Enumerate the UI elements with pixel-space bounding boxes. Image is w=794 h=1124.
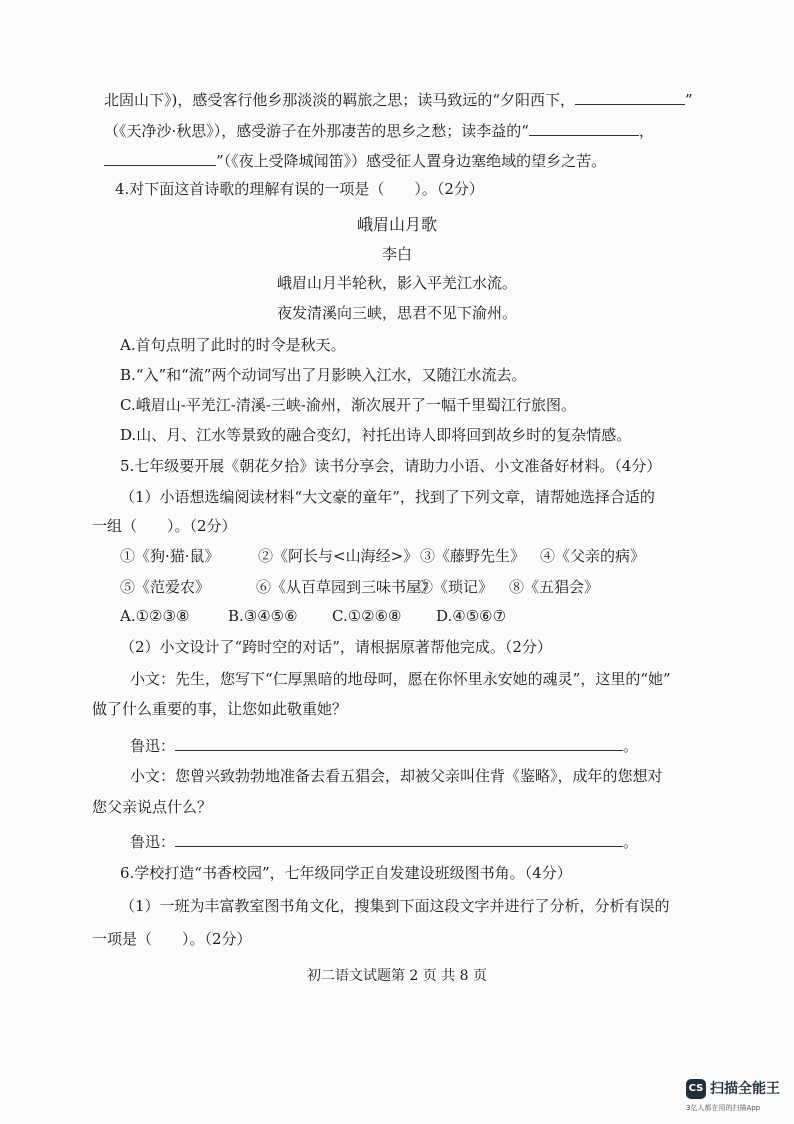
q4-option-d: D.山、月、江水等景致的融合变幻，衬托出诗人即将回到故乡时的复杂情感。	[120, 426, 632, 444]
q6-sub1-line2: 一项是（ ）。（2分）	[92, 930, 252, 948]
dialog-2-line-1: 小文：您曾兴致勃勃地准备去看五猖会，却被父亲叫住背《鉴略》，成年的您想对	[130, 767, 663, 785]
q5-sub2-stem: （2）小文设计了“跨时空的对话”，请根据原著帮他完成。（2分）	[120, 638, 552, 656]
scanner-logo-icon: CS	[686, 1079, 706, 1099]
answer-line-2	[130, 830, 638, 853]
q4-option-c: C.峨眉山-平羌江-清溪-三峡-渝州，渐次展开了一幅千里蜀江行旅图。	[120, 396, 576, 414]
work-item-8: ⑧《五猖会》	[509, 578, 600, 596]
q5-stem: 5.七年级要开展《朝花夕拾》读书分享会，请助力小语、小文准备好材料。（4分）	[120, 457, 662, 475]
q4-option-b: B.“入”和“流”两个动词写出了月影映入江水，又随江水流去。	[120, 366, 527, 384]
scanner-tagline: 3亿人都在用的扫描App	[686, 1104, 761, 1112]
dialog-2-line-2: 您父亲说点什么？	[92, 798, 213, 816]
page-footer: 初二语文试题第 2 页 共 8 页	[306, 968, 488, 984]
work-item-2: ②《阿长与<山海经>》	[258, 547, 419, 565]
answer-label: 鲁迅：	[130, 737, 176, 755]
answer-blank[interactable]	[175, 734, 623, 751]
q3-line3-text: ”（《夜上受降城闻笛》）感受征人置身边塞绝域的望乡之苦。	[216, 152, 607, 170]
answer-end: 。	[623, 833, 639, 851]
q3-line-2	[104, 119, 654, 142]
q3-line1-end: ”	[685, 91, 693, 109]
answer-blank[interactable]	[575, 88, 685, 105]
q3-line1-text: 北固山下》)，感受客行他乡那淡淡的羁旅之思；读马致远的“夕阳西下，	[104, 91, 576, 109]
answer-blank[interactable]	[175, 830, 623, 847]
q3-line-1	[104, 88, 693, 111]
work-item-7: ⑦《琐记》	[418, 578, 494, 596]
work-item-5: ⑤《范爱农》	[120, 578, 211, 596]
q6-stem: 6.学校打造“书香校园”，七年级同学正自发建设班级图书角。（4分）	[120, 864, 572, 882]
answer-blank[interactable]	[529, 119, 639, 136]
poem-line-1: 峨眉山月半轮秋，影入平羌江水流。	[276, 274, 517, 292]
answer-end: 。	[623, 737, 639, 755]
poem-author: 李白	[381, 245, 412, 263]
work-item-4: ④《父亲的病》	[540, 547, 646, 565]
answer-line-1	[130, 734, 638, 757]
work-item-6: ⑥《从百草园到三味书屋》	[256, 578, 437, 596]
choice-d: D.④⑤⑥⑦	[436, 607, 507, 625]
q3-line2-text: （《天净沙·秋思》），感受游子在外那凄苦的思乡之愁；读李益的“	[104, 122, 529, 140]
choice-a: A.①②③⑧	[120, 607, 190, 625]
q3-line2-end: ，	[638, 122, 654, 140]
dialog-1-line-2: 做了什么重要的事，让您如此敬重她？	[92, 700, 348, 718]
choice-b: B.③④⑤⑥	[228, 607, 298, 625]
q4-option-a: A.首句点明了此时的时令是秋天。	[120, 336, 346, 354]
work-item-1: ①《狗·猫·鼠》	[120, 547, 220, 565]
q6-sub1-line1: （1）一班为丰富教室图书角文化，搜集到下面这段文字并进行了分析，分析有误的	[120, 897, 670, 915]
poem-title: 峨眉山月歌	[356, 215, 437, 234]
q5-sub1-line1: （1）小语想选编阅读材料“大文豪的童年”，找到了下列文章，请帮她选择合适的	[120, 488, 655, 506]
dialog-1-line-1: 小文：先生，您写下“仁厚黑暗的地母呵，愿在你怀里永安她的魂灵”，这里的“她”	[130, 670, 671, 688]
scanner-brand-name: 扫描全能王	[710, 1081, 780, 1097]
q3-line-3	[104, 149, 606, 172]
answer-label: 鲁迅：	[130, 833, 176, 851]
answer-blank[interactable]	[104, 149, 216, 166]
q4-stem: 4.对下面这首诗歌的理解有误的一项是（ ）。（2分）	[115, 180, 484, 198]
choice-c: C.①②⑥⑧	[332, 607, 402, 625]
work-item-3: ③《藤野先生》	[420, 547, 526, 565]
q5-sub1-line2: 一组（ ）。（2分）	[92, 517, 237, 535]
poem-line-2: 夜发清溪向三峡，思君不见下渝州。	[276, 304, 517, 322]
